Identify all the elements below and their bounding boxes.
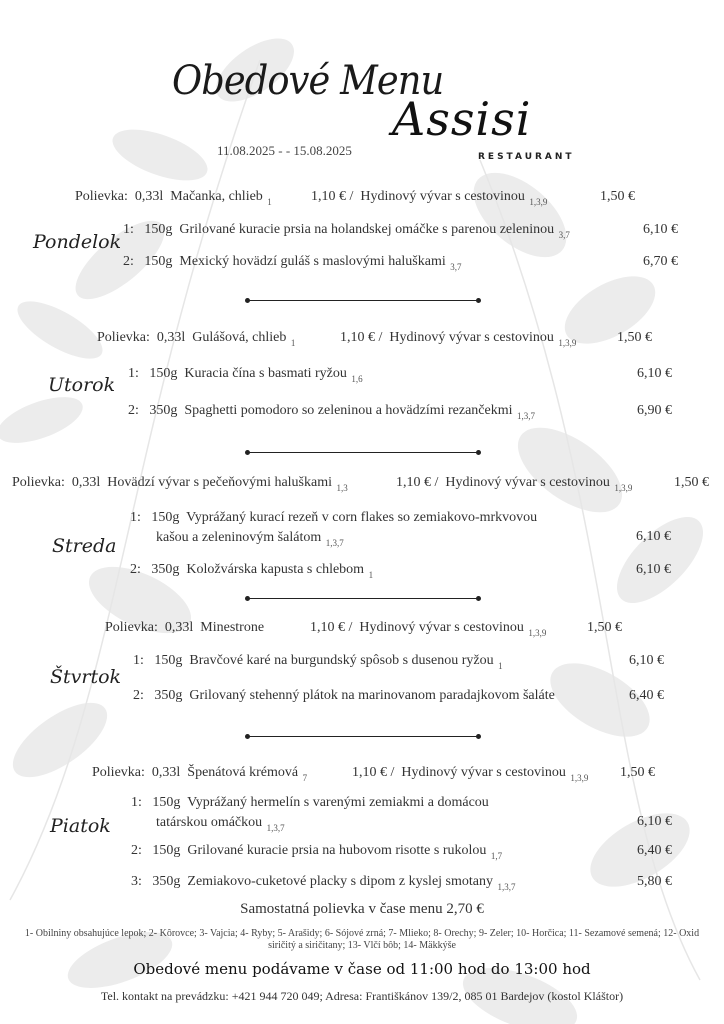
soup-label: Polievka: xyxy=(92,765,145,780)
dish-allergens: 1,7 xyxy=(490,851,503,861)
section-divider xyxy=(248,300,478,301)
dish-number: 1: xyxy=(131,795,142,810)
dish-wednesday-1-line2 xyxy=(156,530,344,548)
dish-weight: 350g xyxy=(152,874,181,889)
soup-name: Hovädzí vývar s pečeňovými haluškami xyxy=(107,475,332,490)
dish-name: Kuracia čína s basmati ryžou xyxy=(184,366,347,381)
dish-weight: 150g xyxy=(144,254,173,269)
soup-name: Mačanka, chlieb xyxy=(170,189,263,204)
dish-friday-1-line2 xyxy=(156,815,285,833)
soup-alt-price-tuesday: 1,50 € xyxy=(617,330,652,345)
soup-line-thursday xyxy=(105,620,264,636)
dish-price: 6,10 € xyxy=(636,529,671,544)
dish-allergens: 3,7 xyxy=(450,262,462,272)
allergen-legend: 1- Obilniny obsahujúce lepok; 2- Kôrovce; 3- Vajcia; 4- Ryby; 5- Arašidy; 6- Sójové zrná; 7- Mlieko; 8- Orechy; 9- Zeler; 10- Horčica; 11- Sezamové semená; 12- Oxid siričitý a siričitany; 13- Vlčí bôb; 14- Mäkkýše xyxy=(24,928,700,951)
dish-weight: 350g xyxy=(149,403,178,418)
soup-name: Gulášová, chlieb xyxy=(192,330,287,345)
dish-allergens: 1,3,7 xyxy=(517,411,536,421)
dish-price: 6,10 € xyxy=(637,814,672,829)
soup-name: Minestrone xyxy=(200,620,265,635)
soup-line-wednesday xyxy=(12,475,348,493)
dish-name: Vyprážaný hermelín s varenými zemiakmi a domácou xyxy=(187,795,489,810)
dish-weight: 150g xyxy=(151,510,180,525)
dish-name: Vyprážaný kurací rezeň v corn flakes so zemiakovo-mrkvovou xyxy=(186,510,538,525)
soup-label: Polievka: xyxy=(12,475,65,490)
dish-name-continued: tatárskou omáčkou xyxy=(156,815,263,830)
dish-wednesday-1 xyxy=(130,510,537,526)
soup-alt-name: Hydinový vývar s cestovinou xyxy=(445,475,610,490)
dish-name: Spaghetti pomodoro so zeleninou a hovädzími rezančekmi xyxy=(184,403,513,418)
contact-info: Tel. kontakt na prevádzku: +421 944 720 049; Adresa: Františkánov 139/2, 085 01 Bardejov (kostol Kláštor) xyxy=(100,989,624,1003)
soup-allergens: 7 xyxy=(302,773,308,783)
dish-allergens: 3,7 xyxy=(558,230,570,240)
dish-weight: 150g xyxy=(149,366,178,381)
soup-price: 1,10 € / xyxy=(311,189,354,204)
soup-alt-name: Hydinový vývar s cestovinou xyxy=(360,189,525,204)
soup-name: Špenátová krémová xyxy=(187,765,299,780)
soup-price-monday xyxy=(311,189,547,207)
soup-alt-price-monday: 1,50 € xyxy=(600,189,635,204)
dish-number: 1: xyxy=(128,366,139,381)
soup-volume: 0,33l xyxy=(164,620,194,635)
soup-alt-name: Hydinový vývar s cestovinou xyxy=(359,620,524,635)
dish-name: Zemiakovo-cuketové placky s dipom z kyslej smotany xyxy=(187,874,493,889)
dish-price: 6,10 € xyxy=(629,653,664,668)
soup-allergens: 1 xyxy=(290,338,296,348)
soup-alt-allergens: 1,3,9 xyxy=(558,338,577,348)
dish-thursday-1 xyxy=(133,653,503,671)
dish-thursday-2 xyxy=(133,688,555,704)
soup-line-monday xyxy=(75,189,272,207)
soup-label: Polievka: xyxy=(105,620,158,635)
dish-weight: 150g xyxy=(152,843,181,858)
dish-monday-2 xyxy=(123,254,462,272)
section-divider xyxy=(248,598,478,599)
soup-price: 1,10 € / xyxy=(352,765,395,780)
soup-alt-name: Hydinový vývar s cestovinou xyxy=(401,765,566,780)
dish-allergens: 1 xyxy=(368,570,374,580)
soup-alt-allergens: 1,3,9 xyxy=(529,197,548,207)
day-name-monday: Pondelok xyxy=(33,231,122,253)
day-name-thursday: Štvrtok xyxy=(50,666,122,688)
dish-name: Grilované kuracie prsia na hubovom risotte s rukolou xyxy=(187,843,487,858)
day-name-friday: Piatok xyxy=(50,815,111,837)
soup-volume: 0,33l xyxy=(151,765,181,780)
dish-friday-3 xyxy=(131,874,515,892)
soup-line-tuesday xyxy=(97,330,295,348)
soup-price-friday xyxy=(352,765,588,783)
soup-alt-name: Hydinový vývar s cestovinou xyxy=(389,330,554,345)
dish-number: 2: xyxy=(131,843,142,858)
soup-volume: 0,33l xyxy=(134,189,164,204)
soup-allergens: 1,3 xyxy=(336,483,348,493)
day-name-wednesday: Streda xyxy=(52,535,117,557)
dish-name: Grilovaný stehenný plátok na marinovanom paradajkovom šaláte xyxy=(189,688,555,703)
dish-number: 2: xyxy=(128,403,139,418)
soup-alt-price-wednesday: 1,50 € xyxy=(674,475,709,490)
dish-number: 1: xyxy=(133,653,144,668)
soup-price-wednesday xyxy=(396,475,632,493)
dish-number: 3: xyxy=(131,874,142,889)
dish-price: 6,10 € xyxy=(637,366,672,381)
dish-friday-2 xyxy=(131,843,502,861)
soup-alt-price-thursday: 1,50 € xyxy=(587,620,622,635)
soup-price-tuesday xyxy=(340,330,576,348)
soup-allergens: 1 xyxy=(267,197,272,207)
dish-price: 6,90 € xyxy=(637,403,672,418)
restaurant-logo-subtitle: RESTAURANT xyxy=(478,152,575,162)
dish-tuesday-2 xyxy=(128,403,535,421)
dish-name: Grilované kuracie prsia na holandskej omáčke s parenou zeleninou xyxy=(179,222,555,237)
dish-tuesday-1 xyxy=(128,366,363,384)
section-divider xyxy=(248,736,478,737)
dish-weight: 350g xyxy=(154,688,183,703)
dish-number: 2: xyxy=(133,688,144,703)
menu-date-range: 11.08.2025 - - 15.08.2025 xyxy=(217,143,352,158)
dish-allergens: 1,6 xyxy=(351,374,363,384)
dish-name: Mexický hovädzí guláš s maslovými haluškami xyxy=(179,254,446,269)
dish-allergens: 1,3,7 xyxy=(266,823,285,833)
soup-alt-allergens: 1,3,9 xyxy=(528,628,547,638)
soup-alt-allergens: 1,3,9 xyxy=(614,483,633,493)
dish-price: 6,40 € xyxy=(629,688,664,703)
dish-name: Koložvárska kapusta s chlebom xyxy=(186,562,365,577)
dish-price: 5,80 € xyxy=(637,874,672,889)
section-divider xyxy=(248,452,478,453)
dish-number: 2: xyxy=(130,562,141,577)
dish-price: 6,70 € xyxy=(643,254,678,269)
dish-number: 1: xyxy=(123,222,134,237)
dish-weight: 150g xyxy=(152,795,181,810)
dish-monday-1 xyxy=(123,222,570,240)
dish-allergens: 1,3,7 xyxy=(497,882,516,892)
dish-number: 2: xyxy=(123,254,134,269)
day-name-tuesday: Utorok xyxy=(48,374,116,396)
soup-label: Polievka: xyxy=(97,330,150,345)
dish-number: 1: xyxy=(130,510,141,525)
soup-volume: 0,33l xyxy=(71,475,101,490)
dish-name: Bravčové karé na burgundský spôsob s dusenou ryžou xyxy=(189,653,494,668)
soup-alt-allergens: 1,3,9 xyxy=(570,773,589,783)
dish-friday-1 xyxy=(131,795,489,811)
dish-weight: 150g xyxy=(144,222,173,237)
soup-alt-price-friday: 1,50 € xyxy=(620,765,655,780)
dish-wednesday-2 xyxy=(130,562,373,580)
soup-price: 1,10 € / xyxy=(396,475,439,490)
serving-time-note: Obedové menu podávame v čase od 11:00 hod do 13:00 hod xyxy=(133,960,591,978)
soup-label: Polievka: xyxy=(75,189,128,204)
dish-weight: 150g xyxy=(154,653,183,668)
soup-price: 1,10 € / xyxy=(340,330,383,345)
soup-line-friday xyxy=(92,765,307,783)
dish-price: 6,10 € xyxy=(636,562,671,577)
dish-allergens: 1,3,7 xyxy=(325,538,344,548)
dish-allergens: 1 xyxy=(498,661,503,671)
dish-name-continued: kašou a zeleninovým šalátom xyxy=(156,530,322,545)
soup-volume: 0,33l xyxy=(156,330,186,345)
dish-weight: 350g xyxy=(151,562,180,577)
menu-title: Obedové Menu xyxy=(172,58,444,104)
dish-price: 6,40 € xyxy=(637,843,672,858)
soup-price-thursday xyxy=(310,620,546,638)
soup-price: 1,10 € / xyxy=(310,620,353,635)
dish-price: 6,10 € xyxy=(643,222,678,237)
restaurant-logo: Assisi xyxy=(392,92,532,146)
separate-soup-note: Samostatná polievka v čase menu 2,70 € xyxy=(240,901,484,917)
